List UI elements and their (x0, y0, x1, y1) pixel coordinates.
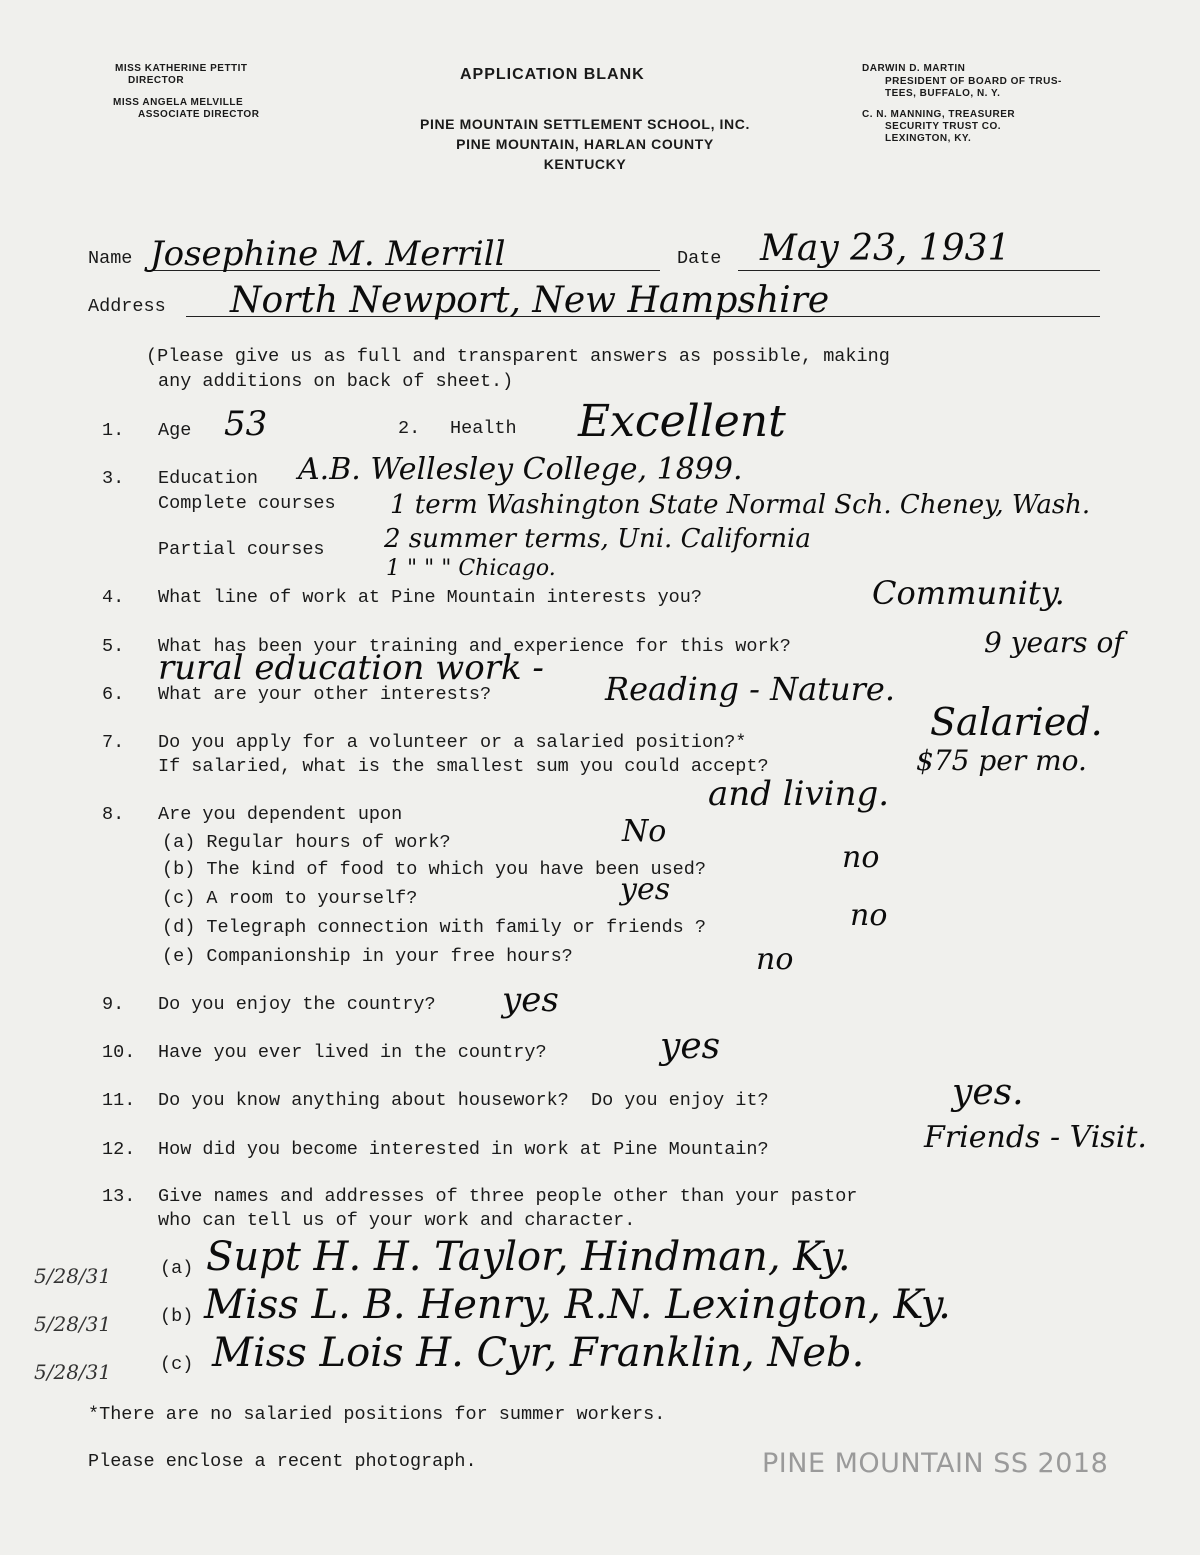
address-label: Address (88, 296, 166, 317)
q8e-label: (e) Companionship in your free hours? (162, 946, 573, 967)
q13-label-2: who can tell us of your work and character. (158, 1210, 636, 1231)
school-state: KENTUCKY (543, 156, 627, 172)
q7-salary-label: If salaried, what is the smallest sum you could accept? (158, 756, 769, 777)
q8c-answer: yes (620, 872, 671, 907)
date-value: May 23, 1931 (760, 228, 1011, 269)
q13-number: 13. (102, 1186, 136, 1207)
q8b-answer: no (842, 840, 880, 875)
treasurer-city: LEXINGTON, KY. (885, 133, 972, 144)
q11-number: 11. (102, 1090, 136, 1111)
q7-salary-answer-2: and living. (708, 774, 890, 814)
q2-answer: Excellent (578, 396, 786, 447)
q9-number: 9. (102, 994, 125, 1015)
ref-b-letter: (b) (160, 1306, 194, 1327)
q3-label: Education (158, 468, 258, 489)
q7-salary-answer-1: $75 per mo. (916, 744, 1087, 777)
ref-a-value: Supt H. H. Taylor, Hindman, Ky. (206, 1234, 851, 1280)
president-title-1: PRESIDENT OF BOARD OF TRUS- (885, 76, 1062, 87)
q12-label: How did you become interested in work at Pine Mountain? (158, 1139, 769, 1160)
q8d-answer: no (850, 898, 888, 933)
watermark: PINE MOUNTAIN SS 2018 (762, 1448, 1109, 1479)
footnote: *There are no salaried positions for summer workers. (88, 1404, 666, 1425)
ref-a-letter: (a) (160, 1258, 194, 1279)
associate-director-name: MISS ANGELA MELVILLE (113, 97, 244, 108)
ref-b-value: Miss L. B. Henry, R.N. Lexington, Ky. (204, 1282, 951, 1328)
q8b-label: (b) The kind of food to which you have been used? (162, 859, 706, 880)
q5-number: 5. (102, 636, 125, 657)
complete-courses-label: Complete courses (158, 493, 336, 514)
q3-number: 3. (102, 468, 125, 489)
director-title: DIRECTOR (128, 75, 185, 86)
q4-label: What line of work at Pine Mountain interests you? (158, 587, 702, 608)
q8c-label: (c) A room to yourself? (162, 888, 418, 909)
treasurer-org: SECURITY TRUST CO. (885, 121, 1002, 132)
q9-answer: yes (502, 980, 559, 1020)
ref-a-note: 5/28/31 (34, 1264, 112, 1288)
q4-answer: Community. (872, 574, 1065, 612)
partial-courses-label: Partial courses (158, 539, 325, 560)
q6-label: What are your other interests? (158, 684, 492, 705)
ref-c-letter: (c) (160, 1354, 194, 1375)
partial-courses-answer-1: 2 summer terms, Uni. California (384, 524, 811, 554)
ref-c-value: Miss Lois H. Cyr, Franklin, Neb. (212, 1330, 865, 1376)
q1-number: 1. (102, 420, 125, 441)
name-value: Josephine M. Merrill (150, 234, 506, 274)
q7-answer: Salaried. (930, 700, 1103, 744)
q7-number: 7. (102, 732, 125, 753)
q11-answer: yes. (952, 1072, 1024, 1113)
q5-answer-1: 9 years of (984, 626, 1124, 659)
instructions-line-1: (Please give us as full and transparent answers as possible, making (146, 346, 890, 367)
q2-number: 2. (398, 418, 421, 439)
name-label: Name (88, 248, 133, 269)
associate-director-title: ASSOCIATE DIRECTOR (138, 109, 260, 120)
complete-courses-answer: 1 term Washington State Normal Sch. Cheney, Wash. (390, 490, 1091, 520)
president-title-2: TEES, BUFFALO, N. Y. (885, 88, 1001, 99)
date-label: Date (677, 248, 722, 269)
q8a-answer: No (622, 814, 667, 849)
q12-number: 12. (102, 1139, 136, 1160)
treasurer-name: C. N. MANNING, TREASURER (862, 109, 1016, 120)
q9-label: Do you enjoy the country? (158, 994, 436, 1015)
q5-label: What has been your training and experience for this work? (158, 636, 791, 657)
instructions-line-2: any additions on back of sheet.) (158, 371, 514, 392)
q8a-label: (a) Regular hours of work? (162, 832, 451, 853)
q6-number: 6. (102, 684, 125, 705)
photo-request: Please enclose a recent photograph. (88, 1451, 477, 1472)
q1-answer: 53 (224, 404, 268, 444)
form-title: APPLICATION BLANK (460, 66, 645, 83)
ref-b-note: 5/28/31 (34, 1312, 112, 1336)
q8d-label: (d) Telegraph connection with family or friends ? (162, 917, 706, 938)
q10-label: Have you ever lived in the country? (158, 1042, 547, 1063)
q12-answer: Friends - Visit. (924, 1120, 1147, 1155)
q7-label: Do you apply for a volunteer or a salaried position?* (158, 732, 747, 753)
q1-label: Age (158, 420, 192, 441)
q8e-answer: no (756, 942, 794, 977)
partial-courses-answer-2: 1 " " " Chicago. (386, 556, 556, 581)
q6-answer: Reading - Nature. (605, 670, 896, 708)
address-value: North Newport, New Hampshire (230, 280, 830, 321)
q2-label: Health (450, 418, 517, 439)
ref-c-note: 5/28/31 (34, 1360, 112, 1384)
q3-answer: A.B. Wellesley College, 1899. (298, 452, 743, 487)
school-location: PINE MOUNTAIN, HARLAN COUNTY (456, 136, 714, 152)
q8-label: Are you dependent upon (158, 804, 403, 825)
date-line (738, 270, 1100, 271)
director-name: MISS KATHERINE PETTIT (115, 63, 248, 74)
q13-label-1: Give names and addresses of three people other than your pastor (158, 1186, 858, 1207)
q10-answer: yes (660, 1026, 721, 1067)
q4-number: 4. (102, 587, 125, 608)
school-name: PINE MOUNTAIN SETTLEMENT SCHOOL, INC. (420, 116, 750, 132)
q5-answer-2: rural education work - (158, 648, 544, 688)
q10-number: 10. (102, 1042, 136, 1063)
q11-label: Do you know anything about housework? Do you enjoy it? (158, 1090, 769, 1111)
president-name: DARWIN D. MARTIN (862, 63, 966, 74)
q8-number: 8. (102, 804, 125, 825)
